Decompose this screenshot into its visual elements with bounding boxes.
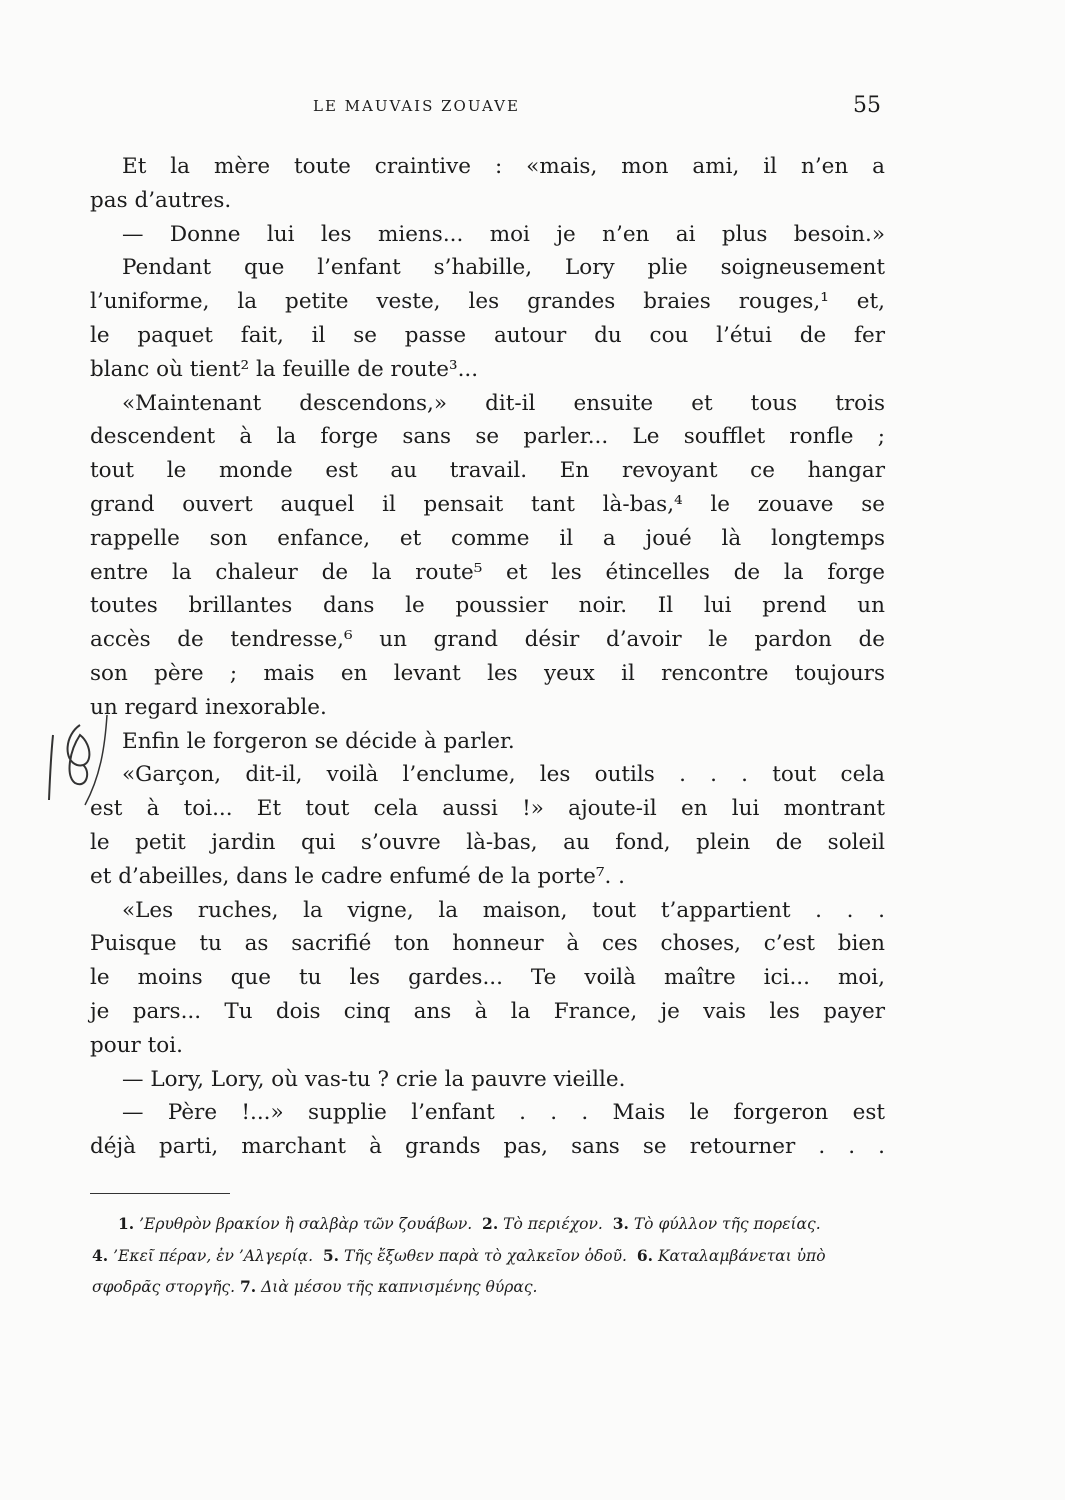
text-line: son père ; mais en levant les yeux il rencontre toujours: [90, 660, 885, 686]
text-line: je pars... Tu dois cinq ans à la France, je vais les payer: [90, 998, 885, 1024]
text-line: — Lory, Lory, où vas-tu ? crie la pauvre vieille.: [122, 1066, 626, 1092]
text-line: — Donne lui les miens... moi je n’en ai plus besoin.»: [122, 221, 885, 247]
page-number: 55: [853, 93, 881, 118]
text-line: entre la chaleur de la route⁵ et les étincelles de la forge: [90, 559, 885, 585]
text-line: Puisque tu as sacrifié ton honneur à ces choses, c’est bien: [90, 931, 885, 957]
text-line: l’uniforme, la petite veste, les grandes braies rouges,¹ et,: [90, 289, 885, 315]
text-line: descendent à la forge sans se parler... Le soufflet ronfle ;: [90, 424, 885, 450]
running-title: LE MAUVAIS ZOUAVE: [313, 97, 520, 115]
text-line: — Père !...» supplie l’enfant . . . Mais le forgeron est: [122, 1100, 885, 1126]
text-line: et d’abeilles, dans le cadre enfumé de la porte⁷. .: [90, 863, 625, 889]
footnote-rule: [90, 1193, 230, 1194]
footnote-number: 6.: [636, 1245, 654, 1265]
text-line: le petit jardin qui s’ouvre là-bas, au fond, plein de soleil: [90, 829, 885, 855]
text-line: accès de tendresse,⁶ un grand désir d’avoir le pardon de: [90, 627, 885, 653]
footnote-text: ’Εκεῖ πέραν, ἐν ’Αλγερίᾳ.: [113, 1246, 313, 1265]
footnote-number: 4.: [92, 1245, 109, 1265]
footnote-number: 1.: [118, 1214, 135, 1233]
text-line: «Maintenant descendons,» dit-il ensuite et tous trois: [122, 390, 885, 416]
text-line: pas d’autres.: [90, 187, 232, 213]
footnote-line: [92, 1271, 892, 1303]
footnote-line: [92, 1208, 892, 1240]
footnote-number: 7.: [239, 1277, 257, 1296]
footnote-text: ’Ερυθρὸν βρακίον ἢ σαλβὰρ τῶν ζουάβων.: [139, 1215, 473, 1233]
text-line: le paquet fait, il se passe autour du cou l’étui de fer: [90, 322, 885, 348]
footnote-text: Τὸ περιέχον.: [503, 1215, 603, 1233]
text-line: Pendant que l’enfant s’habille, Lory plie soigneusement: [122, 255, 885, 281]
text-line: Et la mère toute craintive : «mais, mon ami, il n’en a: [122, 154, 885, 179]
footnote-text: Καταλαμβάνεται ὑπὸ: [657, 1246, 826, 1265]
footnotes: [92, 1208, 892, 1303]
text-line: le moins que tu les gardes... Te voilà maître ici... moi,: [90, 965, 885, 991]
footnote-text: Τῆς ἔξωθεν παρὰ τὸ χαλκεῖον ὁδοῦ.: [343, 1246, 627, 1265]
footnote-number: 5.: [322, 1245, 340, 1265]
running-head: [0, 93, 1065, 123]
footnote-number: 2.: [482, 1214, 499, 1233]
text-line: «Garçon, dit-il, voilà l’enclume, les outils . . . tout cela: [122, 762, 885, 788]
body-text: [90, 150, 885, 1164]
text-line: tout le monde est au travail. En revoyant ce hangar: [90, 458, 885, 484]
text-line: toutes brillantes dans le poussier noir. Il lui prend un: [90, 593, 885, 619]
text-line: «Les ruches, la vigne, la maison, tout t’appartient . . .: [122, 897, 885, 923]
text-line: blanc où tient² la feuille de route³...: [90, 356, 479, 382]
text-line: un regard inexorable.: [90, 694, 327, 720]
footnote-text: Τὸ φύλλον τῆς πορείας.: [633, 1215, 821, 1233]
text-line: est à toi... Et tout cela aussi !» ajoute-il en lui montrant: [90, 796, 885, 822]
footnote-number: 3.: [612, 1214, 629, 1233]
text-line: déjà parti, marchant à grands pas, sans se retourner . . .: [90, 1134, 885, 1160]
footnote-text: Διὰ μέσου τῆς καπνισμένης θύρας.: [261, 1278, 538, 1296]
text-line: rappelle son enfance, et comme il a joué là longtemps: [90, 525, 885, 551]
footnote-line: [92, 1240, 892, 1272]
footnote-text-continued: σφοδρᾶς στοργῆς.: [92, 1278, 240, 1296]
text-line: pour toi.: [90, 1032, 183, 1058]
text-line: Enfin le forgeron se décide à parler.: [122, 728, 515, 754]
text-line: grand ouvert auquel il pensait tant là-bas,⁴ le zouave se: [90, 491, 885, 517]
